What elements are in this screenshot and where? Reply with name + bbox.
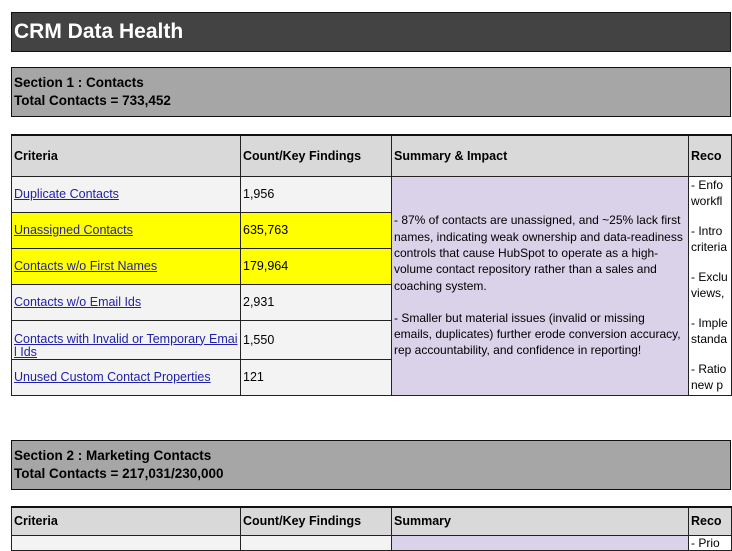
reco-item-1: - Enfo workfl	[691, 177, 724, 208]
col-summary: Summary	[392, 507, 689, 535]
criteria-cell[interactable]	[12, 176, 241, 212]
section-1-heading: Section 1 : Contacts	[14, 75, 144, 90]
summary-cell	[392, 176, 689, 395]
col-reco: Reco	[689, 507, 732, 535]
summary-paragraph-1: - 87% of contacts are unassigned, and ~25% lack first names, indicating weak ownership and data-readiness controls that cause HubSpot to operate as a high-volume contact repository rather than a sales and coaching system.	[394, 213, 683, 293]
count-cell: 1,956	[241, 176, 392, 212]
reco-item-3: - Exclu views,	[691, 269, 728, 300]
criteria-cell[interactable]	[12, 248, 241, 284]
table-header-row	[12, 507, 732, 535]
count-cell: 179,964	[241, 248, 392, 284]
criteria-link[interactable]: Contacts w/o Email Ids	[14, 295, 142, 309]
criteria-cell[interactable]	[12, 284, 241, 320]
criteria-link[interactable]: Unused Custom Contact Properties	[14, 370, 211, 384]
summary-paragraph-2: - Smaller but material issues (invalid or missing emails, duplicates) further erode conversion accuracy, rep accountability, and confidence in reporting!	[394, 310, 681, 358]
criteria-link[interactable]: Contacts w/o First Names	[14, 259, 158, 273]
reco-item-5: - Ratio new p	[691, 361, 727, 392]
count-cell: 121	[241, 359, 392, 395]
summary-cell	[392, 535, 689, 550]
criteria-cell[interactable]	[12, 320, 241, 359]
count-cell	[241, 535, 392, 550]
section-2-heading: Section 2 : Marketing Contacts	[14, 448, 212, 463]
reco-cell	[689, 176, 732, 395]
criteria-cell[interactable]	[12, 359, 241, 395]
page-title: CRM Data Health	[11, 12, 731, 52]
reco-cell: - Prio	[689, 535, 732, 550]
reco-item-4: - Imple standa	[691, 315, 728, 346]
section-2-header	[11, 440, 731, 490]
col-summary: Summary & Impact	[392, 135, 689, 176]
criteria-link[interactable]: Unassigned Contacts	[14, 223, 133, 237]
criteria-link[interactable]: Duplicate Contacts	[14, 187, 119, 201]
table-row	[12, 176, 732, 212]
criteria-cell[interactable]	[12, 535, 241, 550]
table-row	[12, 535, 732, 550]
col-criteria: Criteria	[12, 135, 241, 176]
col-count: Count/Key Findings	[241, 507, 392, 535]
section-1-total: Total Contacts = 733,452	[14, 93, 171, 108]
section-1-header	[11, 67, 731, 117]
criteria-link[interactable]: Contacts with Invalid or Temporary Email Ids	[14, 331, 238, 359]
col-reco: Reco	[689, 135, 732, 176]
contacts-table	[11, 134, 732, 396]
reco-item-2: - Intro criteria	[691, 223, 728, 254]
count-cell: 2,931	[241, 284, 392, 320]
table-header-row	[12, 135, 732, 176]
count-cell: 635,763	[241, 212, 392, 248]
count-cell: 1,550	[241, 320, 392, 359]
section-2-total: Total Contacts = 217,031/230,000	[14, 466, 224, 481]
col-criteria: Criteria	[12, 507, 241, 535]
marketing-contacts-table	[11, 506, 732, 551]
col-count: Count/Key Findings	[241, 135, 392, 176]
criteria-cell[interactable]	[12, 212, 241, 248]
